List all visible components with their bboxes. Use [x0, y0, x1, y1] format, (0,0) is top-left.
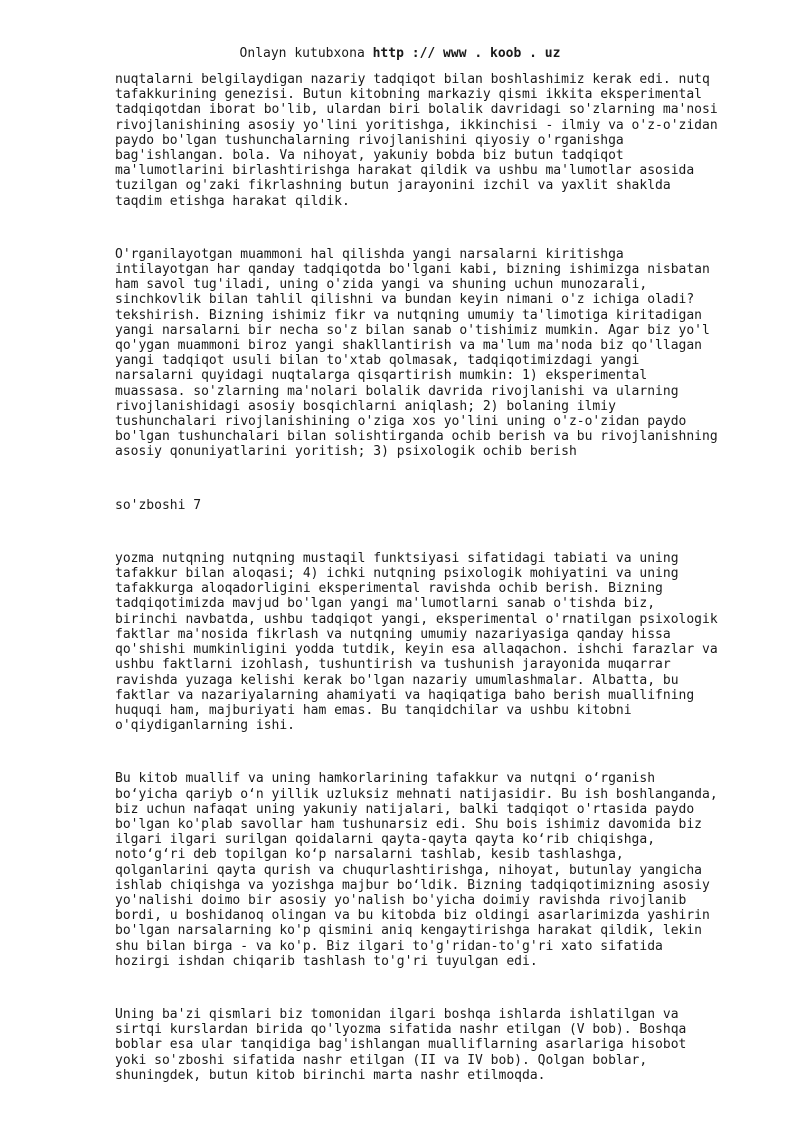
- paragraph-4: Bu kitob muallif va uning hamkorlarining tafakkur va nutqni o‘rganish bo‘yicha qariyb o‘n yillik uzluksiz mehnati natijasidir. Bu ish boshlanganda, biz uchun nafaqat uning yakuniy natijalari, balki tadqiqot o'rtasida paydo bo'lgan ko'plab savollar ham tushunarsiz edi. Shu bois ishimiz davomida biz ilgari ilgari surilgan qoidalarni qayta-qayta qayta ko‘rib chiqishga, noto‘g‘ri deb topilgan ko‘p narsalarni tashlab, kesib tashlashga, qolganlarini qayta qurish va chuqurlashtirishga, nihoyat, butunlay yangicha ishlab chiqishga va yozishga majbur bo‘ldik. Bizning tadqiqotimizning asosiy yo'nalishi doimo bir asosiy yo'nalish bo'yicha doimiy ravishda rivojlanib bordi, u boshidanoq olingan va bu kitobda biz oldingi asarlarimizda yashirin bo'lgan narsalarning ko'p qismini aniq kengaytirishga harakat qildik, lekin shu bilan birga - va ko'p. Biz ilgari to'g'ridan-to'g'ri xato sifatida hozirgi ishdan chiqarib tashlash to'g'ri tuyulgan edi.: [115, 771, 718, 969]
- paragraph-3: yozma nutqning nutqning mustaqil funktsiyasi sifatidagi tabiati va uning tafakkur bilan aloqasi; 4) ichki nutqning psixologik mohiyatini va uning tafakkurga aloqadorligini eksperimental ravishda ochib berish. Bizning tadqiqotimizda mavjud bo'lgan yangi ma'lumotlarni sanab o'tishda biz, birinchi navbatda, ushbu tadqiqot yangi, eksperimental o'rnatilgan psixologik faktlar ma'nosida fikrlash va nutqning umumiy nazariyasiga qanday hissa qo'shishi mumkinligini yodda tutdik, keyin esa allaqachon. ishchi farazlar va ushbu faktlarni izohlash, tushuntirish va tushunish jarayonida muqarrar ravishda yuzaga kelishi kerak bo'lgan nazariy umumlashmalar. Albatta, bu faktlar va nazariyalarning ahamiyati va haqiqatiga baho berish muallifning huquqi ham, majburiyati ham emas. Bu tanqidchilar va ushbu kitobni o'qiydiganlarning ishi.: [115, 550, 718, 734]
- page-header: [0, 45, 800, 63]
- section-label: so'zboshi 7: [115, 497, 202, 513]
- paragraph-5: Uning ba'zi qismlari biz tomonidan ilgari boshqa ishlarda ishlatilgan va sirtqi kurslardan birida qo'lyozma sifatida nashr etilgan (V bob). Boshqa boblar esa ular tanqidiga bag'ishlangan mualliflarning asarlariga hisobot yoki so'zboshi sifatida nashr etilgan (II va IV bob). Qolgan boblar, shuningdek, butun kitob birinchi marta nashr etilmoqda.: [115, 1006, 687, 1083]
- header-url: http :// www . koob . uz: [372, 46, 561, 61]
- header-prefix: Onlayn kutubxona: [239, 46, 373, 61]
- document-body: [115, 72, 740, 1083]
- paragraph-2: O'rganilayotgan muammoni hal qilishda yangi narsalarni kiritishga intilayotgan har qanday tadqiqotda bo'lgani kabi, bizning ishimizga nisbatan ham savol tug'iladi, uning o'zida yangi va shuning uchun munozarali, sinchkovlik bilan tahlil qilishni va bundan keyin nimani o'z ichiga oladi? tekshirish. Bizning ishimiz fikr va nutqning umumiy ta'limotiga kiritadigan yangi narsalarni bir necha so'z bilan sanab o'tishimiz mumkin. Agar biz yo'l qo'ygan muammoni biroz yangi shakllantirish va ma'lum ma'noda biz qo'llagan yangi tadqiqot usuli bilan to'xtab qolmasak, tadqiqotimizdagi yangi narsalarni quyidagi nuqtalarga qisqartirish mumkin: 1) eksperimental muassasa. so'zlarning ma'nolari bolalik davrida rivojlanishi va ularning rivojlanishidagi asosiy bosqichlarni aniqlash; 2) bolaning ilmiy tushunchalari rivojlanishining o'ziga xos yo'lini uning o'z-o'zidan paydo bo'lgan tushunchalari bilan solishtirganda ochib berish va bu rivojlanishning asosiy qonuniyatlarini yoritish; 3) psixologik ochib berish: [115, 246, 718, 460]
- paragraph-1: nuqtalarni belgilaydigan nazariy tadqiqot bilan boshlashimiz kerak edi. nutq tafakkurining genezisi. Butun kitobning markaziy qismi ikkita eksperimental tadqiqotdan iborat bo'lib, ulardan biri bolalik davridagi so'zlarning ma'nosi rivojlanishining asosiy yo'lini yoritishga, ikkinchisi - ilmiy va o'z-o'zidan paydo bo'lgan tushunchalarning rivojlanishini qiyosiy o'rganishga bag'ishlangan. bola. Va nihoyat, yakuniy bobda biz butun tadqiqot ma'lumotlarini birlashtirishga harakat qildik va ushbu ma'lumotlar asosida tuzilgan og'zaki fikrlashning butun jarayonini izchil va yaxlit shaklda taqdim etishga harakat qildik.: [115, 72, 718, 209]
